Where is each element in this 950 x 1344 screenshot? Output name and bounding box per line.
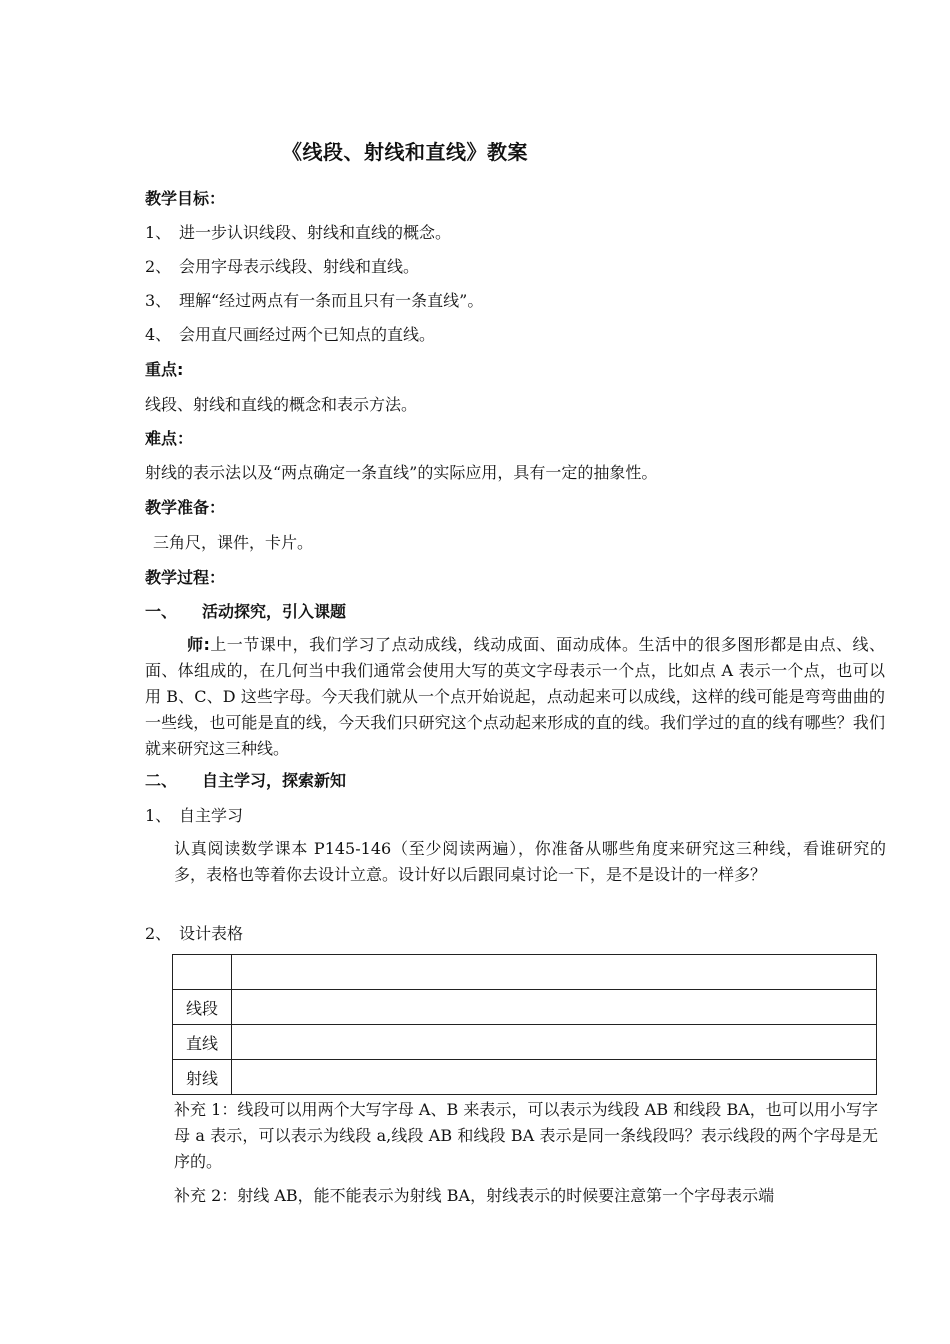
objective-item — [145, 256, 419, 278]
table-row — [173, 955, 877, 990]
objective-number: 4、 — [145, 325, 172, 344]
document-title: 《线段、射线和直线》教案 — [282, 140, 528, 164]
section-1-paragraph — [145, 632, 885, 762]
design-table — [172, 954, 877, 1095]
subsection-number: 1、 — [145, 806, 172, 825]
table-row-label: 直线 — [173, 1025, 232, 1060]
objective-item — [145, 222, 451, 244]
subsection-number: 2、 — [145, 924, 172, 943]
supplement-1: 补充 1：线段可以用两个大写字母 A、B 来表示，可以表示为线段 AB 和线段 BA，也可以用小写字母 a 表示，可以表示为线段 a,线段 AB 和线段 BA 表示是同一条线段吗？表示线段的两个字母是无序的。 — [174, 1100, 878, 1171]
difficulty-heading: 难点： — [145, 429, 194, 448]
subsection-1-text: 认真阅读数学课本 P145-146（至少阅读两遍），你准备从哪些角度来研究这三种线，看谁研究的多，表格也等着你去设计立意。设计好以后跟同桌讨论一下，是不是设计的一样多？ — [174, 839, 886, 884]
objective-number: 2、 — [145, 257, 172, 276]
table-cell — [232, 955, 877, 990]
objective-item — [145, 290, 483, 312]
table-row — [173, 1025, 877, 1060]
table-row — [173, 990, 877, 1025]
difficulty-text: 射线的表示法以及“两点确定一条直线”的实际应用，具有一定的抽象性。 — [145, 463, 658, 482]
preparation-heading: 教学准备： — [145, 498, 226, 517]
section-2-heading — [145, 770, 346, 792]
table-row-label: 射线 — [173, 1060, 232, 1095]
supplement-2: 补充 2：射线 AB，能不能表示为射线 BA，射线表示的时候要注意第一个字母表示端 — [174, 1186, 775, 1205]
table-row — [173, 1060, 877, 1095]
subsection-title: 设计表格 — [179, 924, 244, 943]
table-cell — [232, 1025, 877, 1060]
table-cell — [232, 990, 877, 1025]
objective-number: 3、 — [145, 291, 172, 310]
speaker-label: 师: — [187, 635, 210, 654]
section-title: 活动探究，引入课题 — [202, 602, 347, 621]
objective-number: 1、 — [145, 223, 172, 242]
objective-text: 会用直尺画经过两个已知点的直线。 — [179, 325, 436, 344]
key-point-text: 线段、射线和直线的概念和表示方法。 — [145, 395, 418, 414]
preparation-text: 三角尺，课件，卡片。 — [153, 533, 314, 552]
section-1-heading — [145, 601, 346, 623]
subsection-1-heading — [145, 805, 243, 827]
section-number: 一、 — [145, 602, 178, 621]
objective-text: 进一步认识线段、射线和直线的概念。 — [179, 223, 452, 242]
objective-text: 理解“经过两点有一条而且只有一条直线”。 — [179, 291, 484, 310]
objective-text: 会用字母表示线段、射线和直线。 — [179, 257, 420, 276]
table-cell — [232, 1060, 877, 1095]
section-1-text: 上一节课中，我们学习了点动成线，线动成面、面动成体。生活中的很多图形都是由点、线、面、体组成的，在几何当中我们通常会使用大写的英文字母表示一个点，比如点 A 表示一个点，也可以用 B、C、D 这些字母。今天我们就从一个点开始说起，点动起来可以成线，这样的线可能是弯弯曲曲的一些线，也可能是直的线，今天我们只研究这个点动起来形成的直的线。我们学过的直的线有哪些？我们就来研究这三种线。 — [145, 635, 885, 758]
objective-item — [145, 324, 435, 346]
key-point-heading: 重点: — [145, 360, 184, 379]
section-number: 二、 — [145, 771, 178, 790]
subsection-2-heading — [145, 923, 243, 945]
table-row-label — [173, 955, 232, 990]
subsection-title: 自主学习 — [179, 806, 244, 825]
objectives-heading: 教学目标： — [145, 189, 226, 208]
process-heading: 教学过程： — [145, 568, 226, 587]
section-title: 自主学习，探索新知 — [202, 771, 347, 790]
table-row-label: 线段 — [173, 990, 232, 1025]
